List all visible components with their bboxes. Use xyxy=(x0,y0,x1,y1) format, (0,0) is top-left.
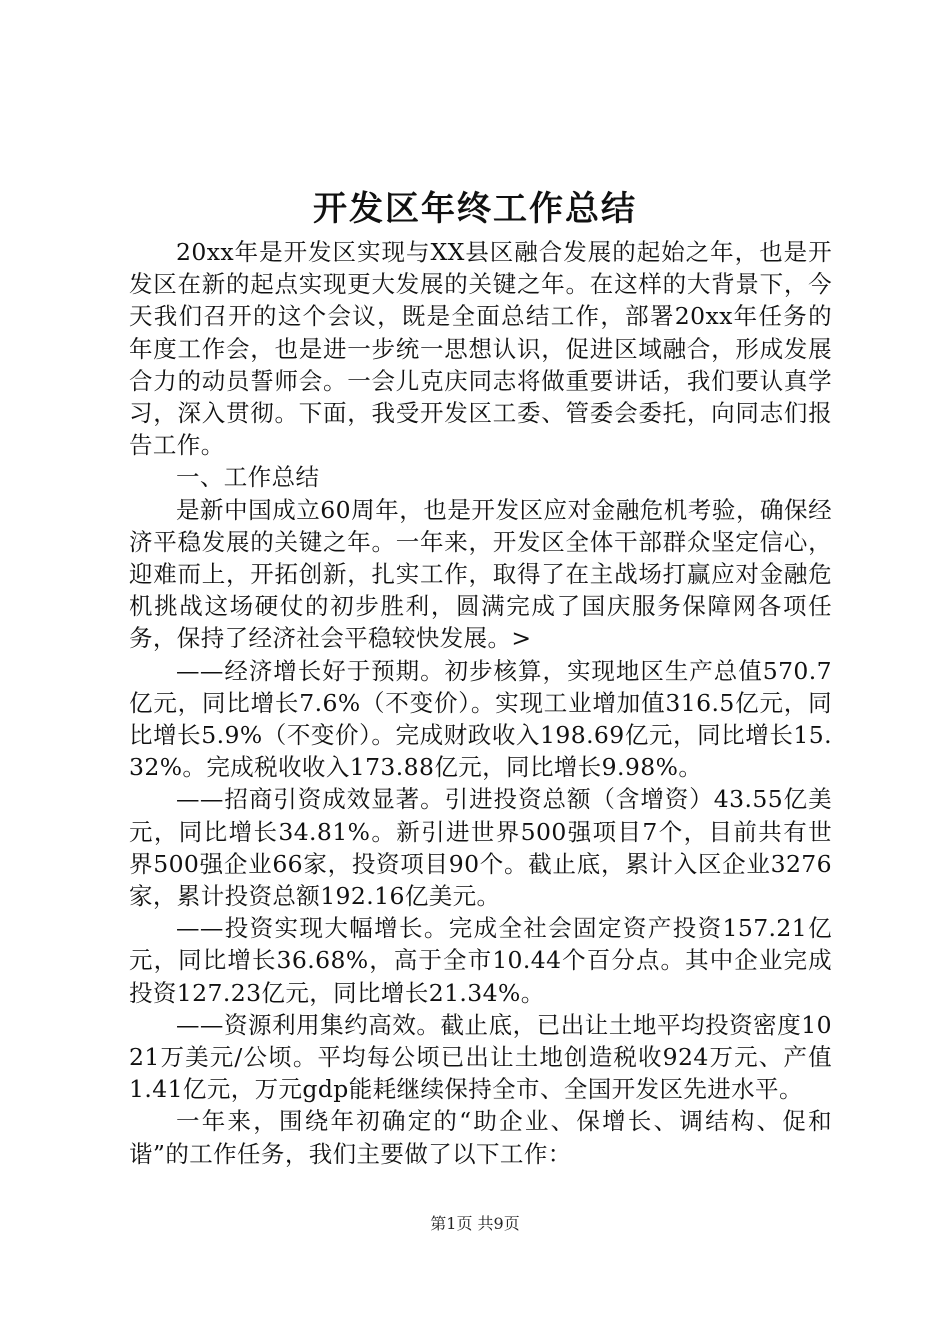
paragraph-summary: 是新中国成立60周年，也是开发区应对金融危机考验，确保经济平稳发展的关键之年。一年来，开发区全体干部群众坚定信心，迎难而上，开拓创新，扎实工作，取得了在主战场打赢应对金融危机挑战这场硬仗的初步胜利，圆满完成了国庆服务保障网各项任务，保持了经济社会平稳较快发展。> xyxy=(129,495,832,653)
section-heading: 一、工作总结 xyxy=(176,463,320,492)
paragraph-resource-use: ——资源利用集约高效。截止底，已出让土地平均投资密度1021万美元/公顷。平均每公顷已出让土地创造税收924万元、产值1.41亿元，万元gdp能耗继续保持全市、全国开发区先进水平。 xyxy=(129,1010,832,1104)
paragraph-economy: ——经济增长好于预期。初步核算，实现地区生产总值570.7亿元，同比增长7.6%（不变价）。实现工业增加值316.5亿元，同比增长5.9%（不变价）。完成财政收入198.69亿元，同比增长15.32%。完成税收收入173.88亿元，同比增长9.98%。 xyxy=(129,656,832,782)
document-body xyxy=(129,236,832,1170)
paragraph-intro: 20xx年是开发区实现与XX县区融合发展的起始之年，也是开发区在新的起点实现更大发展的关键之年。在这样的大背景下，今天我们召开的这个会议，既是全面总结工作，部署20xx年任务的年度工作会，也是进一步统一思想认识，促进区域融合，形成发展合力的动员誓师会。一会儿克庆同志将做重要讲话，我们要认真学习，深入贯彻。下面，我受开发区工委、管委会委托，向同志们报告工作。 xyxy=(129,238,832,460)
paragraph-investment-growth: ——投资实现大幅增长。完成全社会固定资产投资157.21亿元，同比增长36.68%，高于全市10.44个百分点。其中企业完成投资127.23亿元，同比增长21.34%。 xyxy=(129,914,832,1007)
paragraph-work-tasks: 一年来，围绕年初确定的“助企业、保增长、调结构、促和谐”的工作任务，我们主要做了以下工作： xyxy=(129,1107,832,1168)
document-title: 开发区年终工作总结 xyxy=(313,189,637,229)
paragraph-investment-attraction: ——招商引资成效显著。引进投资总额（含增资）43.55亿美元，同比增长34.81%。新引进世界500强项目7个，目前共有世界500强企业66家，投资项目90个。截止底，累计入区企业3276家，累计投资总额192.16亿美元。 xyxy=(129,785,832,911)
page-number-footer: 第1页 共9页 xyxy=(430,1214,520,1233)
